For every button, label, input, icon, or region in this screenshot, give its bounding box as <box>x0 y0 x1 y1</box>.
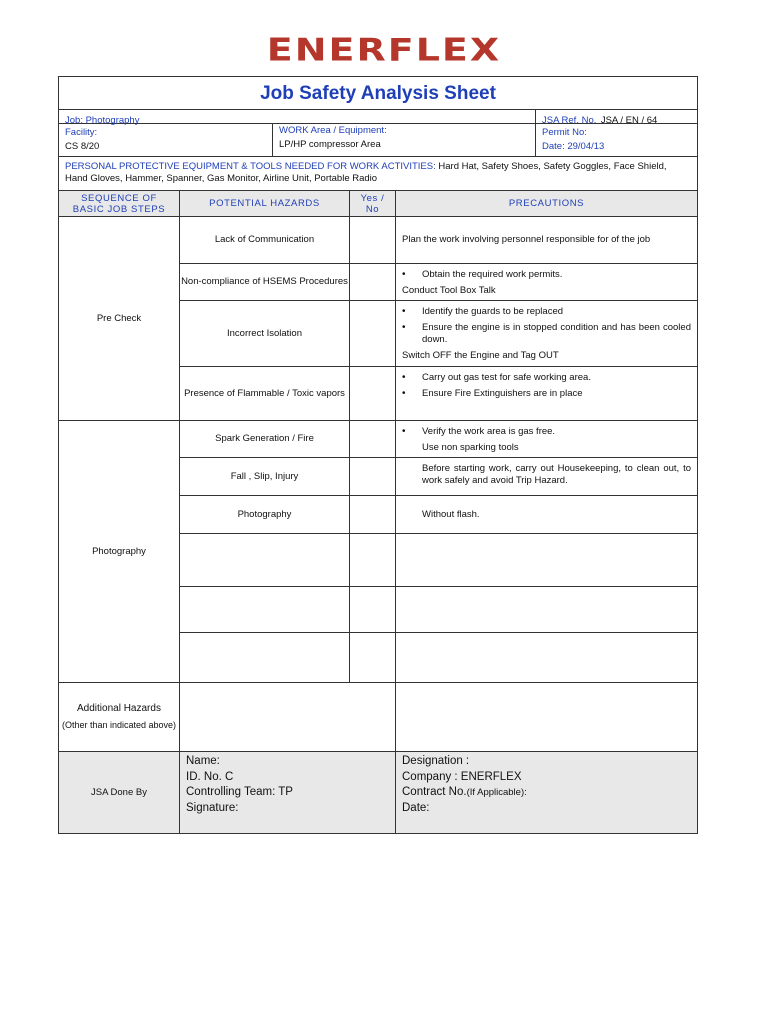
step-pre-check: Pre Check <box>59 217 180 421</box>
additional-precautions-field[interactable] <box>396 683 697 752</box>
step-photography: Photography <box>59 421 180 683</box>
yes-no-cell[interactable] <box>350 458 396 496</box>
date-field: Date: <box>402 801 430 814</box>
hazard-fall-slip: Fall , Slip, Injury <box>180 458 350 496</box>
job-cell <box>59 110 536 124</box>
precaution-empty[interactable] <box>396 587 697 633</box>
additional-hazards-field[interactable] <box>180 683 396 752</box>
name-field: Name: <box>186 755 220 767</box>
facility-label: Facility: <box>65 127 98 138</box>
permit-cell <box>536 124 697 157</box>
facility-cell <box>59 124 273 157</box>
permit-label: Permit No: <box>542 127 587 138</box>
yes-no-cell[interactable] <box>350 217 396 264</box>
ppe-label: PERSONAL PROTECTIVE EQUIPMENT & TOOLS NEEDED FOR WORK ACTIVITIES: <box>65 161 436 172</box>
jsa-done-by-label: JSA Done By <box>59 752 180 833</box>
precaution-isolation: • Identify the guards to be replaced • Ensure the engine is in stopped condition and has been cooled down. Switch OFF the Engine and Tag OUT <box>396 301 697 367</box>
jsa-ref-value: JSA / EN / 64 <box>600 115 658 126</box>
precaution-housekeeping: Before starting work, carry out Housekeeping, to clean out, to work safely and avoid Trip Hazard. <box>396 458 697 496</box>
company-field: Company : ENERFLEX <box>402 770 522 783</box>
ppe-cell <box>59 157 697 191</box>
hazard-lack-of-communication: Lack of Communication <box>180 217 350 264</box>
jsa-done-by-company <box>396 752 697 833</box>
yes-no-cell[interactable] <box>350 496 396 534</box>
yes-no-cell[interactable] <box>350 633 396 683</box>
work-area-value: LP/HP compressor Area <box>279 139 381 150</box>
precaution-spark: • Verify the work area is gas free. Use non sparking tools <box>396 421 697 458</box>
yes-no-cell[interactable] <box>350 367 396 421</box>
hazard-flammable-vapors: Presence of Flammable / Toxic vapors <box>180 367 350 421</box>
precaution-flammable: • Carry out gas test for safe working area. • Ensure Fire Extinguishers are in place <box>396 367 697 421</box>
hazard-empty[interactable] <box>180 633 350 683</box>
header-sequence: SEQUENCE OF BASIC JOB STEPS <box>59 191 180 217</box>
yes-no-cell[interactable] <box>350 534 396 587</box>
id-field: ID. No. C <box>186 770 234 783</box>
header-yes-no: Yes / No <box>350 191 396 217</box>
hazard-incorrect-isolation: Incorrect Isolation <box>180 301 350 367</box>
hazard-empty[interactable] <box>180 534 350 587</box>
yes-no-cell[interactable] <box>350 587 396 633</box>
permit-date: Date: 29/04/13 <box>542 141 605 152</box>
signature-field: Signature: <box>186 801 239 814</box>
yes-no-cell[interactable] <box>350 421 396 458</box>
precaution-empty[interactable] <box>396 534 697 587</box>
contract-field: Contract No.(If Applicable): <box>402 786 527 799</box>
hazard-photography: Photography <box>180 496 350 534</box>
jsa-sheet <box>58 76 698 834</box>
hazard-spark-fire: Spark Generation / Fire <box>180 421 350 458</box>
jsa-done-by-person <box>180 752 396 833</box>
jsa-ref-label: JSA Ref. No. <box>542 115 597 126</box>
precaution-no-flash: Without flash. <box>396 496 697 534</box>
facility-value: CS 8/20 <box>65 141 100 152</box>
header-hazards: POTENTIAL HAZARDS <box>180 191 350 217</box>
team-field: Controlling Team: TP <box>186 786 293 799</box>
yes-no-cell[interactable] <box>350 301 396 367</box>
precaution-empty[interactable] <box>396 633 697 683</box>
hazard-hsems-noncompliance: Non-compliance of HSEMS Procedures <box>180 264 350 301</box>
jsa-ref-cell <box>536 110 697 124</box>
hazard-empty[interactable] <box>180 587 350 633</box>
ppe-value: Hard Hat, Safety Shoes, Safety Goggles, Face Shield, Hand Gloves, Hammer, Spanner, Gas Monitor, Airline Unit, Portable Radio <box>65 161 667 184</box>
additional-hazards-label: Additional Hazards (Other than indicated above) <box>59 683 180 752</box>
yes-no-cell[interactable] <box>350 264 396 301</box>
work-area-label: WORK Area / Equipment: <box>279 125 387 136</box>
company-logo: ENERFLEX <box>266 31 502 69</box>
designation-field: Designation : <box>402 755 470 767</box>
job-label: Job: Photography <box>65 115 140 126</box>
precaution-communication: Plan the work involving personnel responsible for of the job <box>396 217 697 264</box>
header-precautions: PRECAUTIONS <box>396 191 697 217</box>
sheet-title: Job Safety Analysis Sheet <box>59 77 697 110</box>
precaution-hsems: • Obtain the required work permits. Conduct Tool Box Talk <box>396 264 697 301</box>
work-area-cell <box>273 124 536 157</box>
